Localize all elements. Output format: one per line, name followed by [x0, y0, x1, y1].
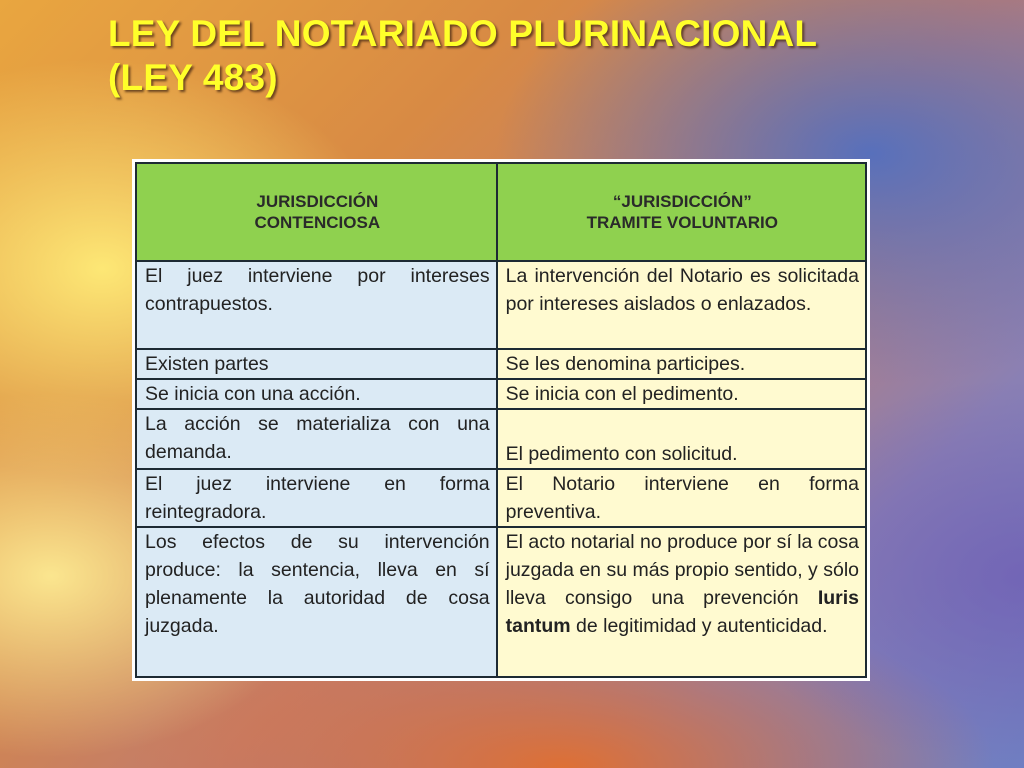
header-contenciosa — [136, 163, 497, 261]
cell-text-before: El acto notarial no produce por sí la cosa juzgada en su más propio sentido, y sólo lleva consigo una prevención — [505, 531, 859, 609]
table-cell-contenciosa: Existen partes — [136, 349, 497, 379]
table-row — [136, 469, 866, 527]
header-voluntaria — [497, 163, 866, 261]
table-row — [136, 527, 866, 677]
table-cell-contenciosa: El juez interviene por intereses contrapuestos. — [136, 261, 497, 349]
table-row — [136, 261, 866, 349]
table-row — [136, 349, 866, 379]
table-cell-voluntaria: El Notario interviene en forma preventiva. — [497, 469, 866, 527]
cell-text-after: de legitimidad y autenticidad. — [570, 615, 828, 637]
table-header-row — [136, 163, 866, 261]
slide-title-line-1: LEY DEL NOTARIADO PLURINACIONAL — [108, 13, 818, 54]
header-voluntaria-line-2: TRAMITE VOLUNTARIO — [586, 213, 778, 232]
header-voluntaria-line-1: “JURISDICCIÓN” — [612, 192, 752, 211]
table-cell-voluntaria: Se les denomina participes. — [497, 349, 866, 379]
cell-text-bold-iuris-tantum: Iuris tantum — [505, 587, 859, 637]
slide-title — [108, 12, 817, 100]
comparison-table — [135, 162, 867, 678]
header-contenciosa-line-1: JURISDICCIÓN — [256, 192, 379, 211]
table-cell-contenciosa: El juez interviene en forma reintegradora. — [136, 469, 497, 527]
table-cell-voluntaria: Se inicia con el pedimento. — [497, 379, 866, 409]
header-contenciosa-line-2: CONTENCIOSA — [254, 213, 381, 232]
table-cell-voluntaria: La intervención del Notario es solicitada por intereses aislados o enlazados. — [497, 261, 866, 349]
table-cell-contenciosa: La acción se materializa con una demanda. — [136, 409, 497, 469]
slide-title-line-2: (LEY 483) — [108, 57, 278, 98]
table-row — [136, 379, 866, 409]
table-cell-contenciosa: Los efectos de su intervención produce: la sentencia, lleva en sí plenamente la autoridad de cosa juzgada. — [136, 527, 497, 677]
comparison-table-container — [132, 159, 870, 681]
table-row — [136, 409, 866, 469]
table-cell-contenciosa: Se inicia con una acción. — [136, 379, 497, 409]
table-cell-voluntaria — [497, 527, 866, 677]
table-cell-voluntaria: El pedimento con solicitud. — [497, 409, 866, 469]
